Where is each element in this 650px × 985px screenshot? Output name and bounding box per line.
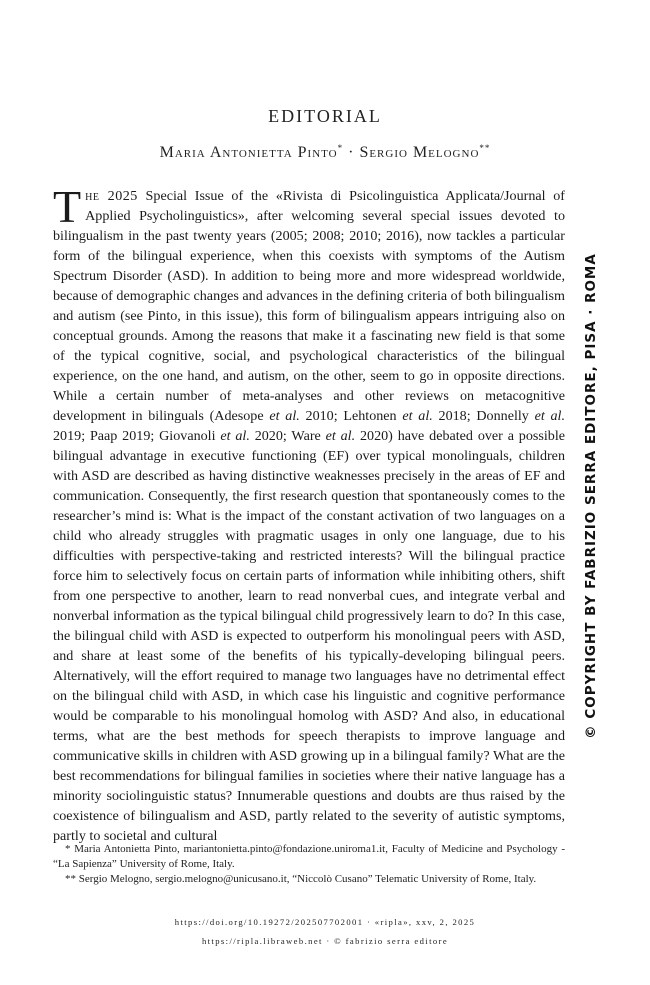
author-separator: · [343,144,360,161]
body-paragraph [53,181,566,846]
citation-et-al: et al. [325,428,356,444]
footnote-text: Maria Antonietta Pinto, mariantonietta.pinto@fondazione.uniroma1.it, Faculty of Medicine and Psychology - “La Sapienza” University of Rome, Italy. [53,843,566,870]
copyright-notice: © COPYRIGHT BY FABRIZIO SERRA EDITORE, PISA · ROMA [583,253,599,739]
footnotes [53,842,565,887]
body-text-segment: 2010; Lehtonen [299,408,403,424]
citation-et-al: et al. [269,408,300,424]
author-name: Maria Antonietta Pinto [159,144,338,161]
citation-et-al: et al. [402,408,433,424]
author-name: Sergio Melogno [359,144,480,161]
body-text-segment: 2019; Paap 2019; Giovanoli [53,428,221,444]
page-title: EDITORIAL [268,106,382,126]
author-footnote-mark: * [337,143,344,153]
footnote-mark: ** [65,873,76,885]
body-text-segment: 2020) have debated over a possible bilingual advantage in executive functioning (EF) over typical monolinguals, children with ASD are described as having distinctive weaknesses precisely in the areas of EF and communication. Consequently, the first research question that spontaneously comes to the researcher’s mind is: What is the impact of the constant activation of two languages on a child who already struggles with pragmatic usages in only one language, due to his difficulties with perspective-taking and restricted interests? Will the bilingual practice force him to selectively focus on certain parts of information while inhibiting others, shift from one perspective to another, learn to read nonverbal cues, and integrate verbal and nonverbal information as the typical bilingual child progressively learn to do? In this case, the bilingual child with ASD is expected to outperform his monolingual peers with ASD, and share at least some of the benefits of his typically-developing bilingual peers. Alternatively, will the effort required to manage two languages have no detrimental effect on the bilingual child with ASD, in which case his linguistic and cognitive performance would be comparable to his monolingual homolog with ASD? And also, in educational terms, what are the best methods for speech therapists to improve language and communicative skills in children with ASD growing up in a bilingual family? What are the best recommendations for bilingual families in societies where their native language has a minority sociolinguistic status? Innumerable questions and doubts are thus raised by the coexistence of bilingualism and ASD, partly related to the severity of autistic symptoms, partly to societal and cultural [53,428,566,844]
lead-in: he 2025 [85,188,138,204]
footnote [53,872,565,887]
body-text-segment: 2020; Ware [249,428,326,444]
body-text-segment: 2018; Donnelly [432,408,535,424]
footnote [53,842,565,872]
body-text-segment: Special Issue of the «Rivista di Psicolinguistica Applicata/Journal of Applied Psycholinguistics», after welcoming several special issues devoted to bilingualism in the past twenty years (2005; 2008; 2010; 2016), now tackles a particular form of the bilingual experience, when this coexists with symptoms of the Autism Spectrum Disorder (ASD). In addition to being more and more widespread worldwide, because of demographic changes and advances in the defining criteria of both bilingualism and autism (see Pinto, in this issue), this form of bilingualism appears intriguing also on conceptual grounds. Among the reasons that make it a fascinating new field is that some of the typical cognitive, social, and psychological characteristics of the bilingual experience, on the one hand, and autism, on the other, seem to go in opposite directions. While a certain number of meta-analyses and other reviews on metacognitive development in bilinguals (Adesope [53,188,565,424]
copyright-sidebar [576,230,606,762]
author-line [0,144,650,162]
citation-et-al: et al. [220,428,250,444]
author-footnote-mark: ** [479,143,491,153]
footnote-mark: * [65,843,71,855]
publisher-footer: https://ripla.libraweb.net · © fabrizio serra editore [201,936,449,946]
citation-et-al: et al. [534,408,566,424]
footnote-text: Sergio Melogno, sergio.melogno@unicusano.it, “Niccolò Cusano” Telematic University of Rome, Italy. [78,873,537,885]
doi-footer: https://doi.org/10.19272/202507702001 · «ripla», xxv, 2, 2025 [174,917,476,927]
drop-cap: T [53,181,82,232]
